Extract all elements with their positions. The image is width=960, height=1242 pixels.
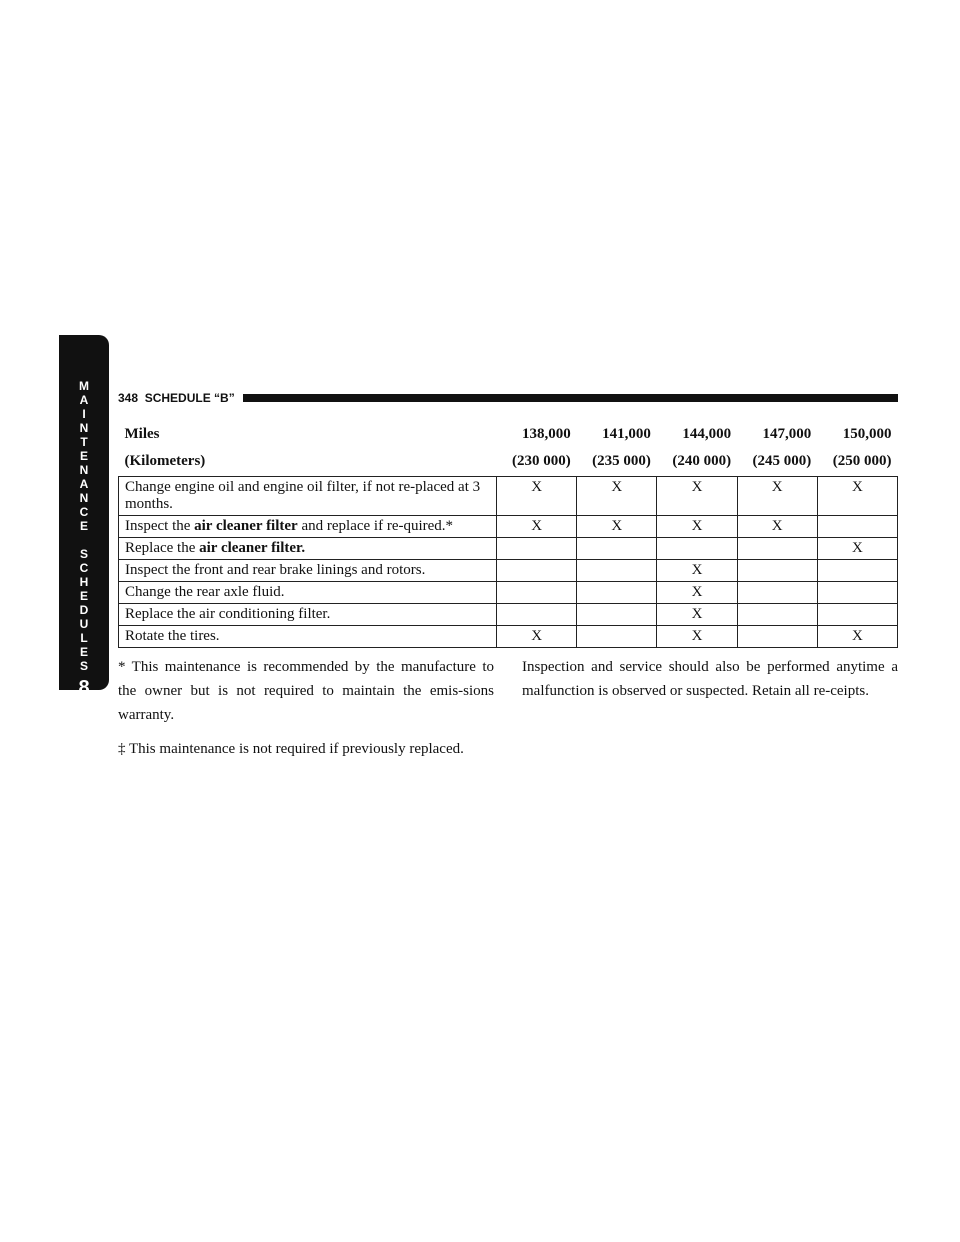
page-header xyxy=(118,390,898,406)
mark-cell xyxy=(737,560,817,582)
mark-cell xyxy=(817,516,897,538)
mark-cell xyxy=(817,604,897,626)
task-cell xyxy=(119,538,497,560)
task-cell xyxy=(119,604,497,626)
mark-cell: X xyxy=(817,477,897,516)
side-tab-letter: A xyxy=(79,393,89,407)
task-text-pre: Replace the xyxy=(125,540,200,556)
mark-cell xyxy=(737,538,817,560)
side-tab-letter: N xyxy=(79,421,89,435)
side-tab-letter: H xyxy=(79,575,89,589)
header-col-3 xyxy=(657,422,737,477)
col-miles: 144,000 xyxy=(682,426,732,442)
col-miles: 141,000 xyxy=(602,426,651,442)
mark-cell xyxy=(497,560,577,582)
table-row xyxy=(119,604,898,626)
side-tab-letter: A xyxy=(79,477,89,491)
mark-cell: X xyxy=(577,477,657,516)
mark-cell xyxy=(577,626,657,648)
header-col-1 xyxy=(497,422,577,477)
mark-cell: X xyxy=(657,516,737,538)
mark-cell: X xyxy=(657,626,737,648)
chapter-side-tab xyxy=(59,335,109,699)
mark-cell: X xyxy=(817,538,897,560)
side-tab-letter: E xyxy=(79,449,88,463)
col-km: (240 000) xyxy=(672,453,732,469)
task-text-bold: air cleaner filter xyxy=(194,518,298,534)
header-label xyxy=(119,422,497,477)
mark-cell: X xyxy=(657,582,737,604)
mark-cell: X xyxy=(657,560,737,582)
table-row xyxy=(119,626,898,648)
mark-cell: X xyxy=(497,516,577,538)
side-tab-letter: C xyxy=(79,561,89,575)
table-row xyxy=(119,516,898,538)
side-tab-letter: M xyxy=(79,379,89,393)
side-tab-letter: S xyxy=(79,547,88,561)
table-row xyxy=(119,582,898,604)
side-tab-letters xyxy=(79,379,89,673)
table-row xyxy=(119,538,898,560)
task-cell xyxy=(119,560,497,582)
page-header-text xyxy=(118,391,235,405)
task-text-pre: Inspect the front and rear brake linings and rotors. xyxy=(125,562,426,578)
table-header-row xyxy=(119,422,898,477)
header-rule xyxy=(243,394,898,402)
side-tab-letter: I xyxy=(82,407,86,421)
mark-cell: X xyxy=(817,626,897,648)
side-tab-letter: N xyxy=(79,463,89,477)
col-km: (230 000) xyxy=(511,453,571,469)
footnote-dagger: ‡ This maintenance is not required if previously replaced. xyxy=(118,741,464,757)
mark-cell xyxy=(817,560,897,582)
mark-cell: X xyxy=(657,477,737,516)
col-miles: 147,000 xyxy=(762,426,812,442)
side-tab-letter: S xyxy=(79,659,88,673)
page-number: 348 xyxy=(118,391,139,405)
table-row xyxy=(119,477,898,516)
header-col-5 xyxy=(817,422,897,477)
chapter-number: 8 xyxy=(78,677,90,699)
side-tab-letter: D xyxy=(79,603,89,617)
task-text-pre: Change the rear axle fluid. xyxy=(125,584,285,600)
header-col-4 xyxy=(737,422,817,477)
footnotes xyxy=(118,655,494,771)
inspection-text: Inspection and service should also be performed anytime a malfunction is observed or suspected. Retain all re-ceipts. xyxy=(522,659,898,699)
mark-cell: X xyxy=(577,516,657,538)
header-label-km: (Kilometers) xyxy=(124,453,206,469)
side-tab-letter: C xyxy=(79,505,89,519)
mark-cell: X xyxy=(657,604,737,626)
mark-cell: X xyxy=(737,516,817,538)
table-row xyxy=(119,560,898,582)
mark-cell xyxy=(497,604,577,626)
task-cell xyxy=(119,626,497,648)
side-tab-letter: U xyxy=(79,617,89,631)
header-label-miles: Miles xyxy=(124,426,160,442)
footnote-star: * This maintenance is recommended by the manufacture to the owner but is not required to maintain the emis-sions warranty. xyxy=(118,659,494,723)
task-cell xyxy=(119,477,497,516)
table-body xyxy=(119,477,898,648)
side-tab-letter: E xyxy=(79,645,88,659)
task-text-pre: Replace the air conditioning filter. xyxy=(125,606,331,622)
task-text-pre: Change engine oil and engine oil filter, if not re-placed at 3 months. xyxy=(125,479,481,512)
mark-cell xyxy=(817,582,897,604)
task-cell xyxy=(119,582,497,604)
mark-cell xyxy=(737,582,817,604)
task-text-pre: Inspect the xyxy=(125,518,195,534)
task-cell xyxy=(119,516,497,538)
header-col-2 xyxy=(577,422,657,477)
section-title: SCHEDULE “B” xyxy=(144,391,235,405)
mark-cell: X xyxy=(497,626,577,648)
inspection-note xyxy=(522,655,898,703)
maintenance-schedule-table xyxy=(118,422,898,648)
mark-cell xyxy=(577,582,657,604)
task-text-post: and replace if re-quired.* xyxy=(297,518,454,534)
side-tab-letter: E xyxy=(79,519,88,533)
mark-cell: X xyxy=(737,477,817,516)
col-km: (235 000) xyxy=(592,453,651,469)
mark-cell xyxy=(737,604,817,626)
mark-cell xyxy=(497,538,577,560)
mark-cell xyxy=(577,538,657,560)
mark-cell xyxy=(657,538,737,560)
col-km: (250 000) xyxy=(832,453,892,469)
side-tab-letter: E xyxy=(79,589,88,603)
side-tab-letter: N xyxy=(79,491,89,505)
col-miles: 150,000 xyxy=(842,426,892,442)
mark-cell: X xyxy=(497,477,577,516)
task-text-pre: Rotate the tires. xyxy=(125,628,220,644)
mark-cell xyxy=(497,582,577,604)
col-miles: 138,000 xyxy=(521,426,571,442)
side-tab-letter: L xyxy=(80,631,88,645)
mark-cell xyxy=(577,560,657,582)
mark-cell xyxy=(737,626,817,648)
mark-cell xyxy=(577,604,657,626)
side-tab-letter: T xyxy=(80,435,88,449)
col-km: (245 000) xyxy=(752,453,812,469)
task-text-bold: air cleaner filter. xyxy=(199,540,306,556)
